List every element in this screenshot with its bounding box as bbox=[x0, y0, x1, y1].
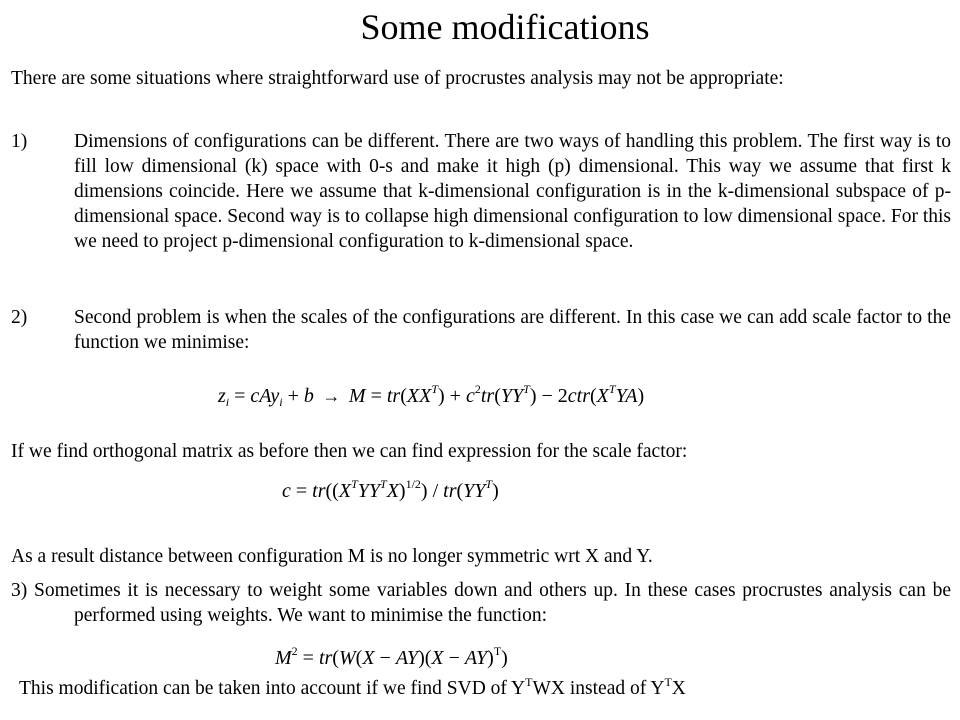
svd-note-after: X bbox=[671, 678, 686, 699]
item-1 bbox=[11, 129, 951, 254]
slide-title: Some modifications bbox=[360, 7, 650, 47]
svd-note-middle: WX instead of Y bbox=[532, 678, 665, 699]
equation-3 bbox=[275, 645, 508, 671]
item-2-text: Second problem is when the scales of the configurations are different. In this case we can add scale factor to the function we minimise: bbox=[74, 307, 951, 353]
item-1-text: Dimensions of configurations can be different. There are two ways of handling this problem. The first way is to fill low dimensional (k) space with 0-s and make it high (p) dimensional. This way we assume that first k dimensions coincide. Here we assume that k-dimensional configuration is in the k-dimensional subspace of p-dimensional space. Second way is to collapse high dimensional configuration to low dimensional space. For this we need to project p-dimensional configuration to k-dimensional space. bbox=[74, 131, 951, 252]
intro-paragraph: There are some situations where straightforward use of procrustes analysis may not be appropriate: bbox=[11, 68, 784, 89]
equation-2 bbox=[282, 478, 499, 504]
svd-note-sup1: T bbox=[525, 675, 533, 689]
svd-note-before: This modification can be taken into account if we find SVD of Y bbox=[19, 678, 526, 699]
result-text: As a result distance between configuration M is no longer symmetric wrt X and Y. bbox=[11, 546, 653, 567]
equation-1 bbox=[218, 383, 644, 409]
item-2 bbox=[11, 305, 951, 355]
svd-note-sup2: T bbox=[664, 675, 672, 689]
equation-3-rendered: $M^2 = tr(W(X - AY)(X - AY)^T)$ bbox=[275, 644, 508, 669]
equation-1-rendered: $z_i = cAy_i + b \to M = tr(XX^T) + c^2tr(YY^T) - 2ctr(X^TYA)$ bbox=[218, 382, 645, 409]
item-1-number: 1) bbox=[11, 131, 28, 152]
item-2-number: 2) bbox=[11, 307, 28, 328]
item-3-text: 3) Sometimes it is necessary to weight some variables down and others up. In these cases procrustes analysis can be performed using weights. We want to minimise the function: bbox=[11, 580, 951, 626]
scale-factor-text: If we find orthogonal matrix as before then we can find expression for the scale factor: bbox=[11, 441, 688, 462]
svd-note bbox=[19, 676, 686, 701]
equation-2-rendered: $c = tr((X^TYY^TX)^{1/2}) / tr(YY^T)$ bbox=[282, 477, 499, 502]
